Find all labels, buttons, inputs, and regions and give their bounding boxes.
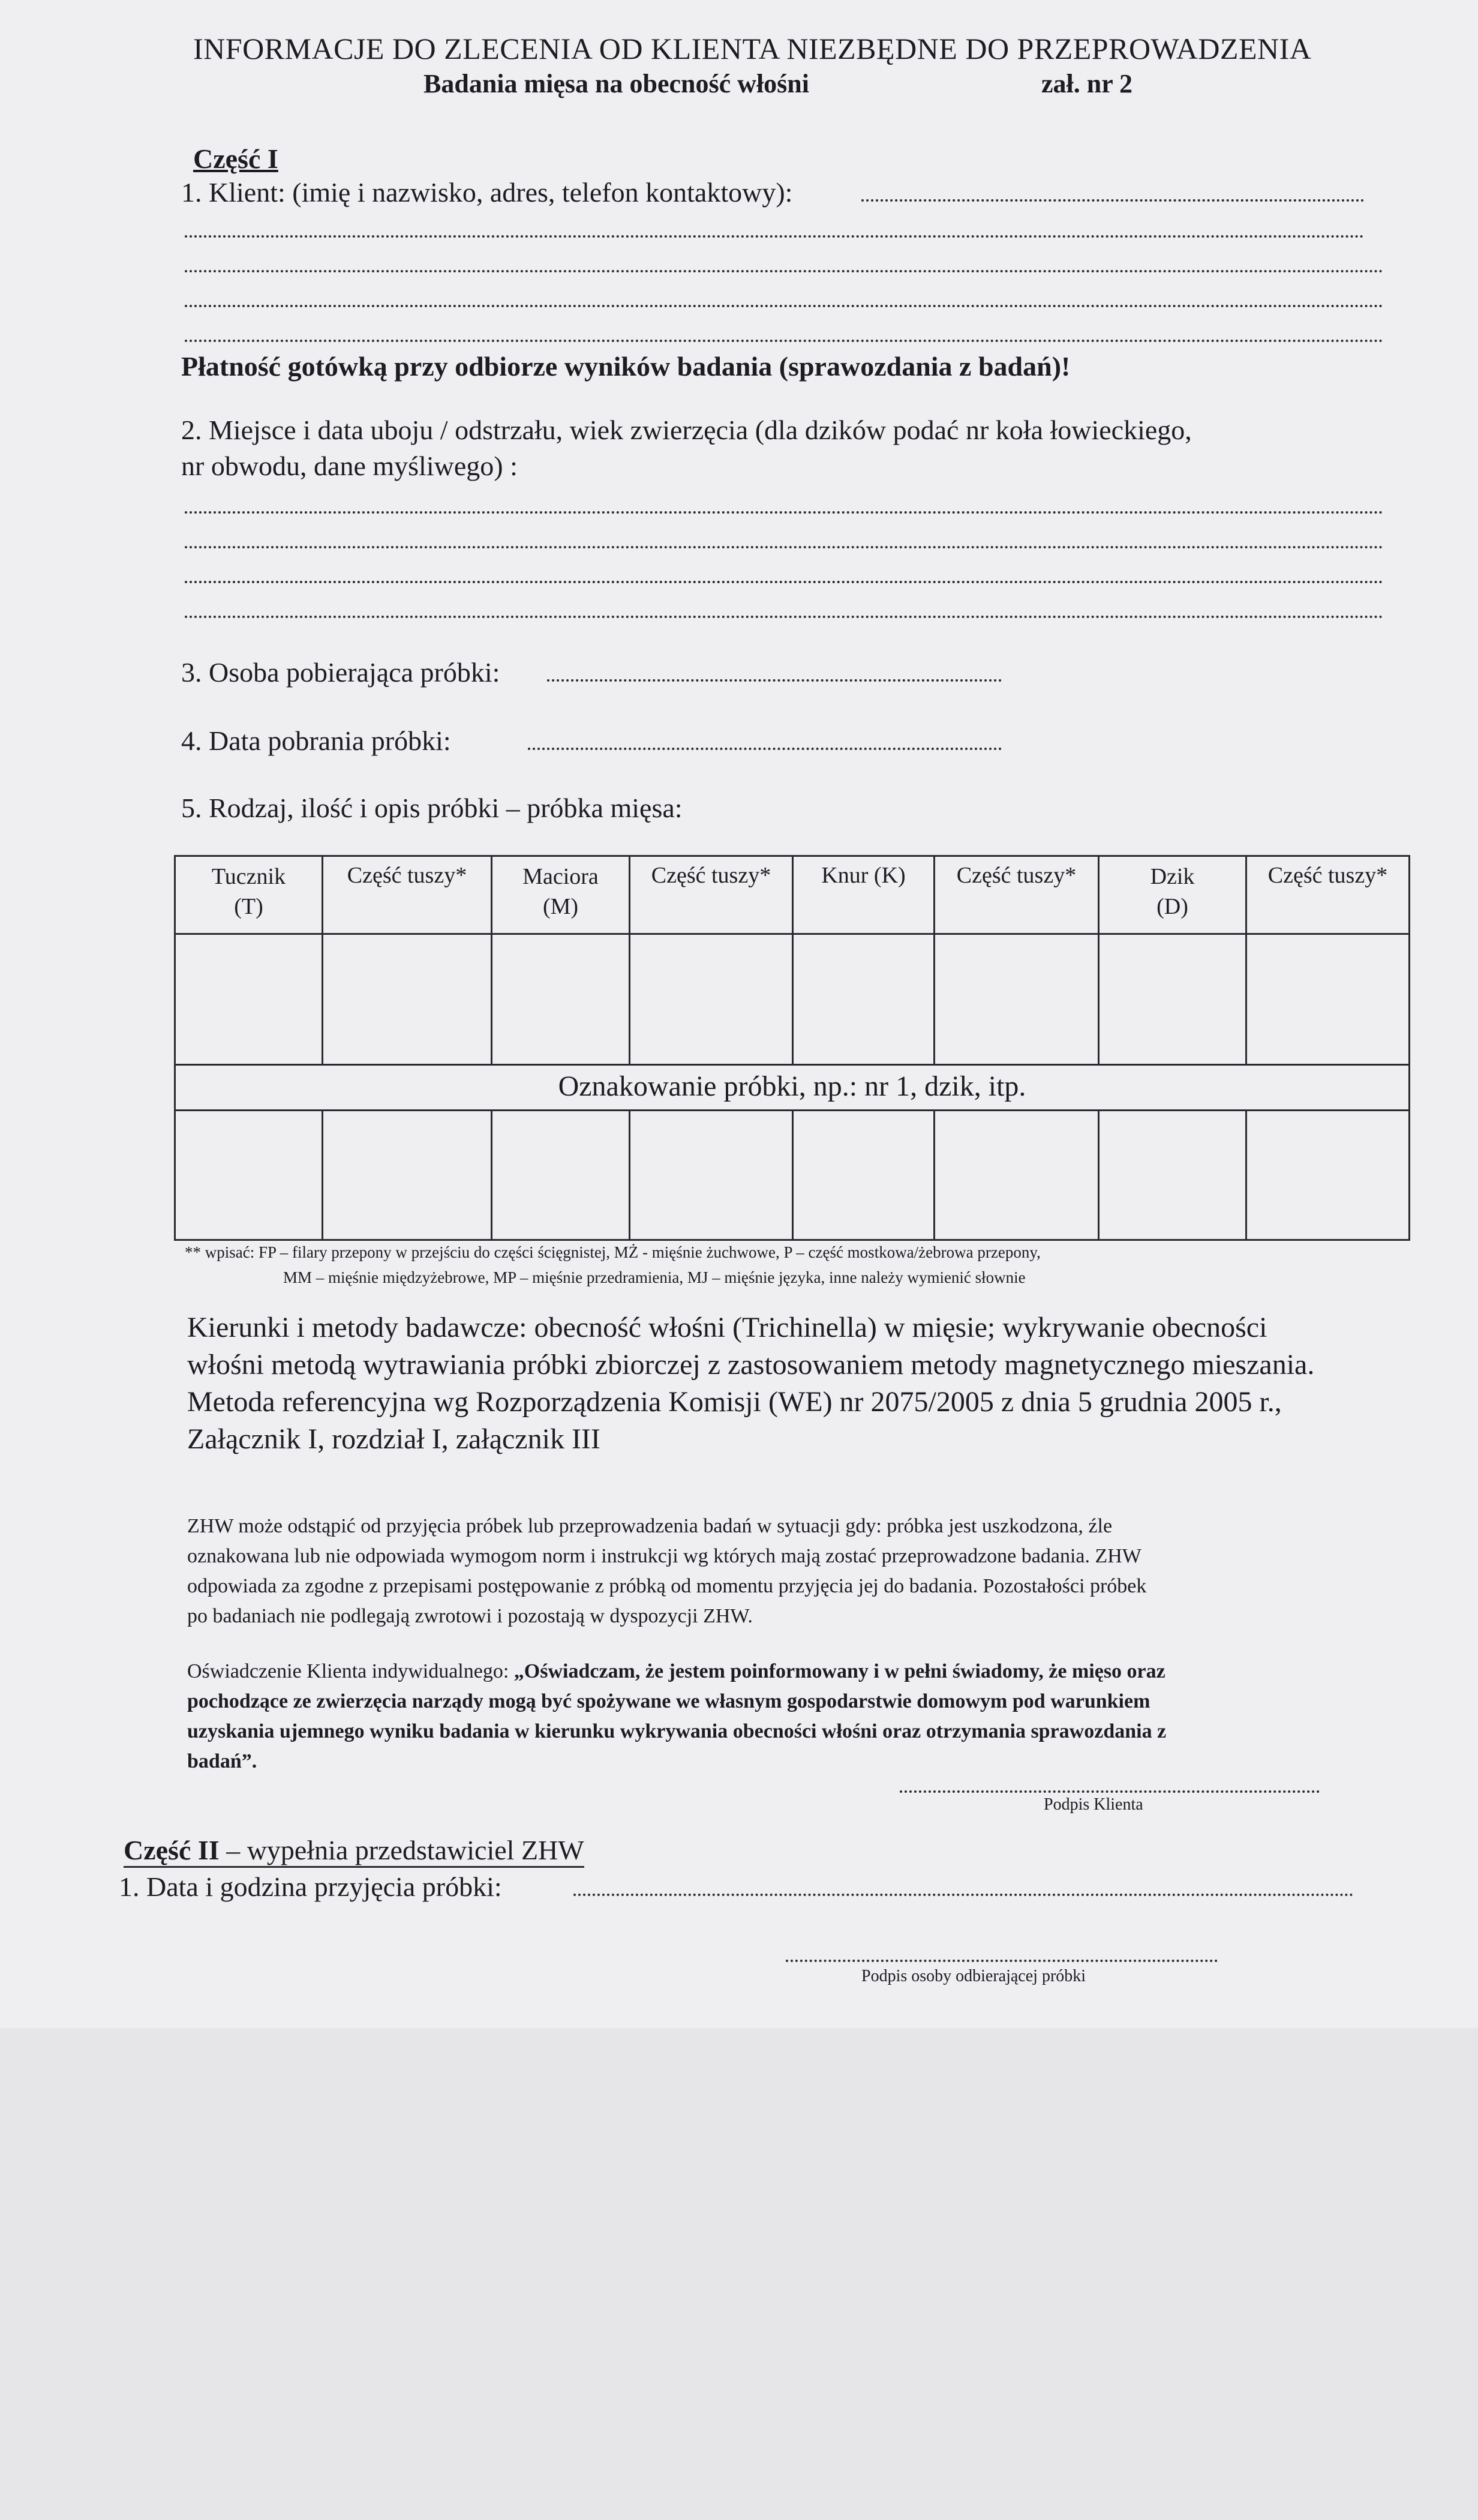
- terms-line3: odpowiada za zgodne z przepisami postępowanie z próbką od momentu przyjęcia jej do badania. Pozostałości próbek: [187, 1575, 1147, 1597]
- header-czesc-tuszy-4: Część tuszy*: [1246, 856, 1410, 934]
- methods-line4: Załącznik I, rozdział I, załącznik III: [187, 1423, 600, 1455]
- declaration-label: Oświadczenie Klienta indywidualnego:: [187, 1660, 514, 1682]
- document-subtitle: Badania mięsa na obecność włośni: [423, 69, 809, 98]
- part2-heading: [124, 1835, 584, 1868]
- marking-cell-3[interactable]: [492, 1111, 630, 1240]
- cell-maciora[interactable]: [492, 934, 630, 1065]
- cell-dzik[interactable]: [1099, 934, 1246, 1065]
- declaration-text-1: „Oświadczam, że jestem poinformowany i w pełni świadomy, że mięso oraz: [513, 1660, 1165, 1682]
- marking-label: Oznakowanie próbki, np.: nr 1, dzik, itp.: [175, 1065, 1410, 1111]
- sampling-date-field[interactable]: [528, 748, 1002, 750]
- declaration-line1: [187, 1657, 1165, 1686]
- part2-heading-rest: – wypełnia przedstawiciel ZHW: [219, 1835, 584, 1865]
- methods-line2: włośni metodą wytrawiania próbki zbiorczej z zastosowaniem metody magnetycznego mieszania.: [187, 1349, 1315, 1381]
- cell-knur[interactable]: [793, 934, 935, 1065]
- header-tucznik: Tucznik (T): [175, 856, 323, 934]
- sample-description-label: 5. Rodzaj, ilość i opis próbki – próbka mięsa:: [181, 793, 683, 823]
- declaration-line2: pochodzące ze zwierzęcia narządy mogą być spożywane we własnym gospodarstwie domowym pod warunkiem: [187, 1690, 1150, 1712]
- slaughter-line-1[interactable]: [185, 511, 1383, 514]
- marking-cell-8[interactable]: [1246, 1111, 1410, 1240]
- client-signature-caption: Podpis Klienta: [1044, 1795, 1143, 1814]
- methods-line3: Metoda referencyjna wg Rozporządzenia Komisji (WE) nr 2075/2005 z dnia 5 grudnia 2005 r.,: [187, 1386, 1282, 1418]
- receipt-date-field[interactable]: [573, 1894, 1353, 1896]
- slaughter-label-line2: nr obwodu, dane myśliwego) :: [181, 451, 518, 481]
- header-knur: Knur (K): [793, 856, 935, 934]
- client-line-4[interactable]: [185, 305, 1383, 307]
- cell-tucznik[interactable]: [175, 934, 323, 1065]
- sample-table: [174, 855, 1410, 1241]
- slaughter-line-3[interactable]: [185, 581, 1383, 583]
- client-label: 1. Klient: (imię i nazwisko, adres, telefon kontaktowy):: [181, 177, 793, 208]
- header-czesc-tuszy-3: Część tuszy*: [935, 856, 1099, 934]
- receipt-date-label: 1. Data i godzina przyjęcia próbki:: [119, 1871, 502, 1902]
- client-signature-line[interactable]: [900, 1790, 1320, 1793]
- sampler-label: 3. Osoba pobierająca próbki:: [181, 657, 500, 688]
- terms-line2: oznakowana lub nie odpowiada wymogom norm i instrukcji wg których mają zostać przeprowadzone badania. ZHW: [187, 1545, 1141, 1567]
- payment-notice: Płatność gotówką przy odbiorze wyników badania (sprawozdania z badań)!: [181, 351, 1071, 382]
- document-title: INFORMACJE DO ZLECENIA OD KLIENTA NIEZBĘDNE DO PRZEPROWADZENIA: [193, 32, 1312, 65]
- client-line-5[interactable]: [185, 340, 1383, 342]
- header-czesc-tuszy-2: Część tuszy*: [630, 856, 793, 934]
- table-row: [175, 1111, 1410, 1240]
- declaration-line4: badań”.: [187, 1750, 257, 1772]
- slaughter-line-2[interactable]: [185, 546, 1383, 548]
- marking-cell-1[interactable]: [175, 1111, 323, 1240]
- cell-czesc-tuszy-1[interactable]: [323, 934, 492, 1065]
- client-line-1[interactable]: [861, 199, 1364, 202]
- table-row: [175, 934, 1410, 1065]
- declaration-line3: uzyskania ujemnego wyniku badania w kierunku wykrywania obecności włośni oraz otrzymania sprawozdania z: [187, 1720, 1167, 1742]
- marking-cell-2[interactable]: [323, 1111, 492, 1240]
- header-czesc-tuszy-1: Część tuszy*: [323, 856, 492, 934]
- part2-heading-label: Część II: [124, 1835, 220, 1865]
- client-line-3[interactable]: [185, 270, 1383, 272]
- marking-cell-5[interactable]: [793, 1111, 935, 1240]
- marking-header-row: [175, 1065, 1410, 1111]
- slaughter-label-line1: 2. Miejsce i data uboju / odstrzału, wiek zwierzęcia (dla dzików podać nr koła łowieckiego,: [181, 415, 1192, 445]
- sampling-date-label: 4. Data pobrania próbki:: [181, 725, 451, 756]
- marking-cell-6[interactable]: [935, 1111, 1099, 1240]
- header-dzik: Dzik (D): [1099, 856, 1246, 934]
- cell-czesc-tuszy-3[interactable]: [935, 934, 1099, 1065]
- terms-line4: po badaniach nie podlegają zwrotowi i pozostają w dyspozycji ZHW.: [187, 1605, 753, 1627]
- slaughter-line-4[interactable]: [185, 616, 1383, 618]
- footnote-line2: MM – mięśnie międzyżebrowe, MP – mięśnie przedramienia, MJ – mięśnie języka, inne należy wymienić słownie: [283, 1268, 1026, 1286]
- cell-czesc-tuszy-2[interactable]: [630, 934, 793, 1065]
- receiver-signature-caption: Podpis osoby odbierającej próbki: [861, 1967, 1086, 1985]
- receiver-signature-line[interactable]: [786, 1960, 1218, 1962]
- annex-number: zał. nr 2: [1041, 69, 1132, 98]
- marking-cell-4[interactable]: [630, 1111, 793, 1240]
- header-maciora: Maciora (M): [492, 856, 630, 934]
- sampler-field[interactable]: [547, 679, 1002, 682]
- footnote-line1: ** wpisać: FP – filary przepony w przejściu do części ścięgnistej, MŻ - mięśnie żuchwowe, P – część mostkowa/żebrowa przepony,: [185, 1243, 1041, 1261]
- methods-line1: Kierunki i metody badawcze: obecność włośni (Trichinella) w mięsie; wykrywanie obecności: [187, 1312, 1267, 1343]
- client-line-2[interactable]: [185, 235, 1364, 238]
- cell-czesc-tuszy-4[interactable]: [1246, 934, 1410, 1065]
- table-header-row: [175, 856, 1410, 934]
- terms-line1: ZHW może odstąpić od przyjęcia próbek lub przeprowadzenia badań w sytuacji gdy: próbka jest uszkodzona, źle: [187, 1515, 1113, 1537]
- marking-cell-7[interactable]: [1099, 1111, 1246, 1240]
- part1-heading: Część I: [193, 143, 278, 174]
